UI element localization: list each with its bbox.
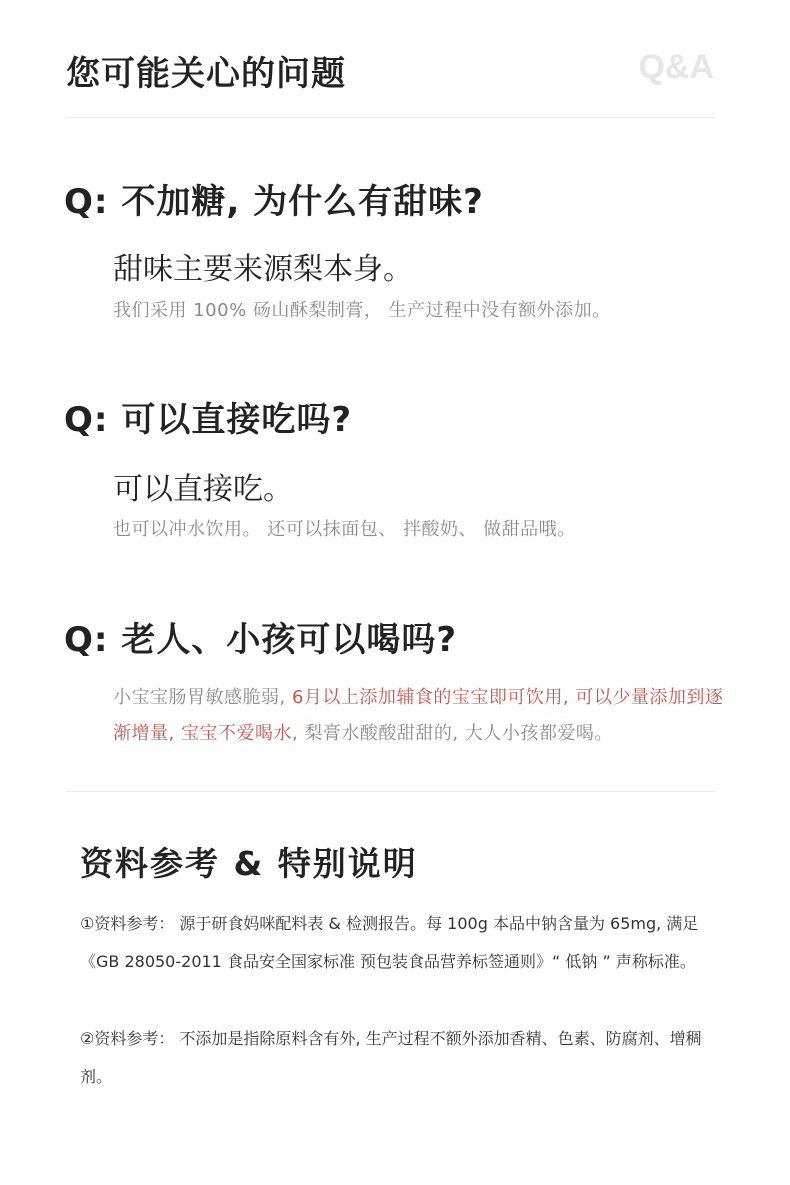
reference-note-2: ②资料参考： 不添加是指除原料含有外, 生产过程不额外添加香精、色素、防腐剂、增稠剂。 [80, 1029, 702, 1086]
question-1: Q: 不加糖, 为什么有甜味? [64, 182, 484, 222]
answer-3-detail [113, 680, 733, 752]
header-divider [66, 117, 716, 118]
answer-3-detail-text: 小宝宝肠胃敏感脆弱, [113, 687, 292, 708]
question-2: Q: 可以直接吃吗? [64, 400, 353, 440]
answer-3-detail-text-end: , 梨膏水酸酸甜甜的, 大人小孩都爱喝。 [291, 723, 613, 744]
answer-3-highlight: 6月以上添加辅食的宝宝即可饮用, 可以少量添加到逐渐增量, 宝宝不爱喝水 [113, 687, 724, 744]
section-divider [66, 791, 716, 792]
answer-1-detail: 我们采用 100% 砀山酥梨制膏， 生产过程中没有额外添加。 [113, 300, 611, 321]
answer-2: 可以直接吃。 [113, 472, 293, 507]
answer-2-detail: 也可以冲水饮用。 还可以抹面包、 拌酸奶、 做甜品哦。 [113, 519, 576, 540]
reference-note-1: ①资料参考： 源于研食妈咪配料表 & 检测报告。每 100g 本品中钠含量为 65mg, 满足《GB 28050-2011 食品安全国家标准 预包装食品营养标签通则》“ 低钠 ” 声称标准。 [80, 914, 699, 971]
qa-watermark: Q&A [638, 48, 714, 86]
answer-1: 甜味主要来源梨本身。 [113, 252, 413, 287]
reference-title: 资料参考 & 特别说明 [80, 844, 418, 883]
page-title: 您可能关心的问题 [66, 54, 346, 94]
question-3: Q: 老人、小孩可以喝吗? [64, 620, 458, 660]
